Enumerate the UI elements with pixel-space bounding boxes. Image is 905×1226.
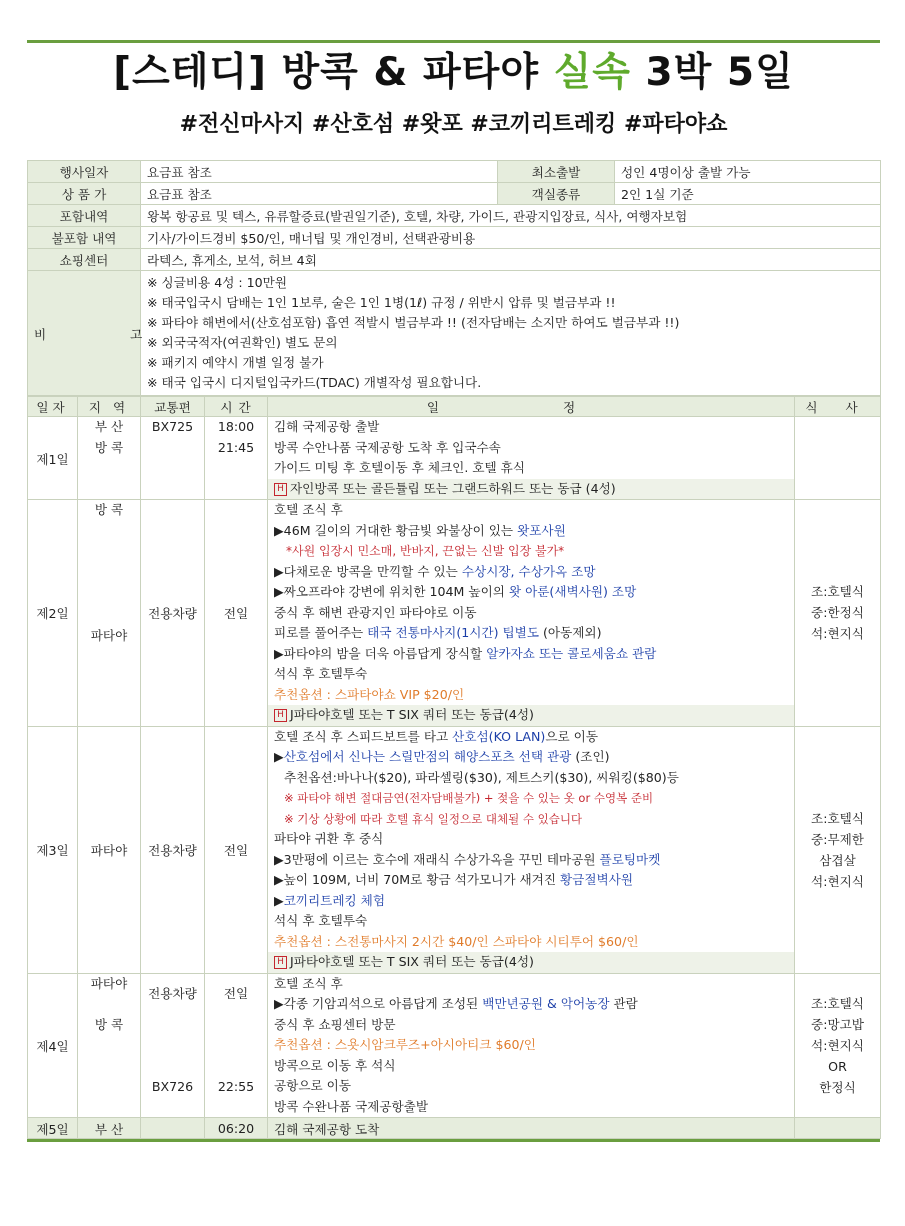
- schedule-line: 호텔 조식 후: [274, 975, 343, 991]
- schedule-line: ▶산호섬에서 신나는 스릴만점의 해양스포츠 선택 관광 (조인): [274, 749, 610, 764]
- meal-line: 석:현지식: [811, 873, 864, 889]
- time-line: 전일: [223, 985, 249, 1001]
- note-item: ※ 태국입국시 담배는 1인 1보루, 술은 1인 1병(1ℓ) 규정 / 위반시 압류 및 벌금부과 !!: [147, 295, 616, 310]
- note-item: ※ 파타야 해변에서(산호섬포함) 흡연 적발시 벌금부과 !! (전자담배는 소지만 하여도 벌금부과 !!): [147, 315, 680, 330]
- region-line: 파타야: [90, 975, 128, 991]
- hotel-icon: H: [274, 956, 287, 969]
- hotel-text: J파타야호텔 또는 T SIX 쿼터 또는 동급(4성): [290, 707, 534, 722]
- day3-label: 제3일: [28, 726, 78, 973]
- bottom-rule: [27, 1139, 880, 1142]
- day1-transport: [141, 417, 205, 500]
- day3-schedule: [268, 726, 795, 973]
- note-item: ※ 태국 입국시 디지털입국카드(TDAC) 개별작성 필요합니다.: [147, 375, 482, 390]
- hotel-line: [268, 479, 794, 500]
- meal-line: 조:호텔식: [811, 584, 864, 600]
- day4-row: [28, 973, 881, 1118]
- schedule-line: 파타야 귀환 후 중식: [274, 831, 384, 846]
- header-transport: 교통편: [141, 397, 205, 417]
- notes-cell: [141, 271, 881, 396]
- room-label: 객실종류: [498, 183, 615, 205]
- hotel-line: [268, 705, 794, 726]
- day3-region: 파타야: [78, 726, 141, 973]
- date-label: 행사일자: [28, 161, 141, 183]
- day1-label: 제1일: [28, 417, 78, 500]
- day4-transport: [141, 973, 205, 1118]
- info-row-price: [28, 183, 881, 205]
- warning-line: ※ 기상 상황에 따라 호텔 휴식 일정으로 대체될 수 있습니다: [284, 811, 583, 826]
- schedule-line: 석식 후 호텔투숙: [274, 666, 368, 681]
- room-value: 2인 1실 기준: [615, 183, 881, 205]
- hotel-line: [268, 952, 794, 973]
- info-row-excluded: [28, 227, 881, 249]
- hotel-text: 자인방콕 또는 골든튤립 또는 그랜드하워드 또는 동급 (4성): [290, 480, 616, 496]
- day5-transport: [141, 1118, 205, 1139]
- header-day: 일자: [28, 397, 78, 417]
- schedule-line: ▶다채로운 방콕을 만끽할 수 있는 수상시장, 수상가옥 조망: [274, 563, 596, 579]
- region-line: 부 산: [94, 419, 124, 434]
- day5-label: 제5일: [28, 1118, 78, 1139]
- schedule-line: ▶높이 109M, 너비 70M로 황금 석가모니가 새겨진 황금절벽사원: [274, 872, 633, 887]
- region-line: 방 콕: [94, 439, 124, 455]
- note-item: ※ 외국국적자(여권확인) 별도 문의: [147, 335, 338, 350]
- header-schedule: 일 정: [268, 397, 795, 417]
- hotel-text: J파타야호텔 또는 T SIX 쿼터 또는 동급(4성): [290, 954, 534, 969]
- info-row-notes: [28, 271, 881, 396]
- schedule-table: [27, 396, 881, 1139]
- excl-value: 기사/가이드경비 $50/인, 매너팁 및 개인경비, 선택관광비용: [141, 227, 881, 249]
- info-row-included: [28, 205, 881, 227]
- header-meal: 식 사: [795, 397, 881, 417]
- meal-line: 조:호텔식: [811, 995, 864, 1011]
- day1-time: [205, 417, 268, 500]
- meal-line: 삼겹살: [819, 852, 856, 868]
- schedule-header: [28, 397, 881, 417]
- meal-line: 석:현지식: [811, 626, 864, 642]
- schedule-line: 추천옵션:바나나($20), 파라셀링($30), 제트스키($30), 씨워킹($80)등: [284, 769, 679, 785]
- day5-row: [28, 1118, 881, 1139]
- day2-schedule: [268, 500, 795, 727]
- day3-row: [28, 726, 881, 973]
- flight-code: BX726: [151, 1079, 194, 1094]
- incl-value: 왕복 항공료 및 텍스, 유류할증료(발권일기준), 호텔, 차량, 가이드, 관광지입장료, 식사, 여행자보험: [141, 205, 881, 227]
- hotel-icon: H: [274, 709, 287, 722]
- meal-line: 석:현지식: [811, 1037, 864, 1053]
- title-prefix: [스테디] 방콕 & 파타야: [113, 50, 554, 95]
- shop-value: 라텍스, 휴게소, 보석, 허브 4회: [141, 249, 881, 271]
- schedule-line: 호텔 조식 후 스피드보트를 타고 산호섬(KO LAN)으로 이동: [274, 728, 598, 744]
- note-item: ※ 싱글비용 4성 : 10만원: [147, 275, 288, 290]
- day4-schedule: [268, 973, 795, 1118]
- time-line: 21:45: [217, 439, 255, 455]
- note-label: 비 고: [28, 271, 141, 396]
- schedule-line: ▶파타야의 밤을 더욱 아름답게 장식할 알카자쇼 또는 콜로세움쇼 관람: [274, 645, 657, 661]
- day2-meal: [795, 500, 881, 727]
- schedule-line: 중식 후 해변 관광지인 파타야로 이동: [274, 604, 477, 620]
- day2-row: [28, 500, 881, 727]
- min-value: 성인 4명이상 출발 가능: [615, 161, 881, 183]
- header-time: 시 간: [205, 397, 268, 417]
- day4-time: [205, 973, 268, 1118]
- option-line: 추천옵션 : 스욧시암크루즈+아시아티크 $60/인: [274, 1037, 536, 1052]
- info-row-date: [28, 161, 881, 183]
- date-value: 요금표 참조: [141, 161, 498, 183]
- meal-line: 중:무제한: [811, 831, 864, 847]
- title-highlight: 실속: [553, 50, 631, 95]
- price-value: 요금표 참조: [141, 183, 498, 205]
- meal-line: 중:망고밥: [811, 1016, 864, 1032]
- day5-meal: [795, 1118, 881, 1139]
- incl-label: 포함내역: [28, 205, 141, 227]
- schedule-line: 호텔 조식 후: [274, 502, 343, 517]
- day1-region: [78, 417, 141, 500]
- time-line: 18:00: [217, 419, 255, 434]
- time-line: 22:55: [217, 1079, 255, 1094]
- day3-time: 전일: [205, 726, 268, 973]
- day1-meal: [795, 417, 881, 500]
- day5-region: 부 산: [78, 1118, 141, 1139]
- info-row-shopping: [28, 249, 881, 271]
- meal-line: 한정식: [819, 1079, 856, 1095]
- schedule-line: ▶46M 길이의 거대한 황금빛 와불상이 있는 왓포사원: [274, 522, 566, 538]
- schedule-line: 김해 국제공항 출발: [274, 419, 380, 434]
- schedule-line: 방콕 수완나품 국제공항출발: [274, 1098, 428, 1114]
- day2-label: 제2일: [28, 500, 78, 727]
- price-label: 상 품 가: [28, 183, 141, 205]
- itinerary-document: [27, 40, 880, 1142]
- schedule-line: ▶각종 기암괴석으로 아름답게 조성된 백만년공원 & 악어농장 관람: [274, 996, 638, 1011]
- day5-schedule: 김해 국제공항 도착: [268, 1118, 795, 1139]
- option-line: 추천옵션 : 스파타야쇼 VIP $20/인: [274, 686, 465, 702]
- day4-region: [78, 973, 141, 1118]
- day4-label: 제4일: [28, 973, 78, 1118]
- day1-row: [28, 417, 881, 500]
- schedule-line: 방콕 수안나품 국제공항 도착 후 입국수속: [274, 439, 501, 455]
- schedule-line: 가이드 미팅 후 호텔이동 후 체크인. 호텔 휴식: [274, 460, 526, 475]
- excl-label: 불포함 내역: [28, 227, 141, 249]
- option-line: 추천옵션 : 스전통마사지 2시간 $40/인 스파타야 시티투어 $60/인: [274, 933, 639, 949]
- header-region: 지 역: [78, 397, 141, 417]
- meal-line: 조:호텔식: [811, 810, 864, 826]
- info-table: [27, 160, 881, 396]
- region-line: 방 콕: [94, 1017, 124, 1032]
- hotel-icon: H: [274, 483, 287, 496]
- flight-code: BX725: [151, 419, 194, 434]
- schedule-line: *사원 입장시 민소매, 반바지, 끈없는 신발 입장 불가*: [286, 544, 565, 558]
- day2-transport: 전용차량: [141, 500, 205, 727]
- hashtag-subtitle: #전신마사지 #산호섬 #왓포 #코끼리트레킹 #파타야쇼: [179, 112, 728, 137]
- schedule-line: 방콕으로 이동 후 석식: [274, 1057, 396, 1073]
- day2-time: 전일: [205, 500, 268, 727]
- title-suffix: 3박 5일: [630, 50, 794, 95]
- day1-schedule: [268, 417, 795, 500]
- region-line: 방 콕: [94, 502, 124, 517]
- day5-time: 06:20: [205, 1118, 268, 1139]
- min-label: 최소출발: [498, 161, 615, 183]
- day3-transport: 전용차량: [141, 726, 205, 973]
- schedule-line: 중식 후 쇼핑센터 방문: [274, 1016, 396, 1032]
- schedule-line: 석식 후 호텔투숙: [274, 913, 368, 928]
- meal-line: OR: [828, 1058, 847, 1074]
- schedule-line: 공항으로 이동: [274, 1078, 351, 1093]
- schedule-line: ▶짜오프라야 강변에 위치한 104M 높이의 왓 아룬(새벽사원) 조망: [274, 584, 637, 599]
- note-item: ※ 패키지 예약시 개별 일정 불가: [147, 355, 324, 370]
- day2-region: [78, 500, 141, 727]
- meal-line: 중:한정식: [811, 605, 864, 621]
- schedule-line: 피로를 풀어주는 태국 전통마사지(1시간) 팁별도 (아동제외): [274, 625, 602, 640]
- region-line: 파타야: [90, 627, 128, 643]
- page-title: [27, 43, 880, 105]
- warning-line: ※ 파타야 해변 절대금연(전자담배불가) + 젖을 수 있는 옷 or 수영복 준비: [284, 791, 654, 805]
- day4-meal: [795, 973, 881, 1118]
- schedule-line: ▶코끼리트레킹 체험: [274, 892, 386, 908]
- shop-label: 쇼핑센터: [28, 249, 141, 271]
- schedule-line: ▶3만평에 이르는 호수에 재래식 수상가옥을 꾸민 테마공원 플로팅마켓: [274, 851, 661, 867]
- transport-line: 전용차량: [148, 985, 197, 1001]
- day3-meal: [795, 726, 881, 973]
